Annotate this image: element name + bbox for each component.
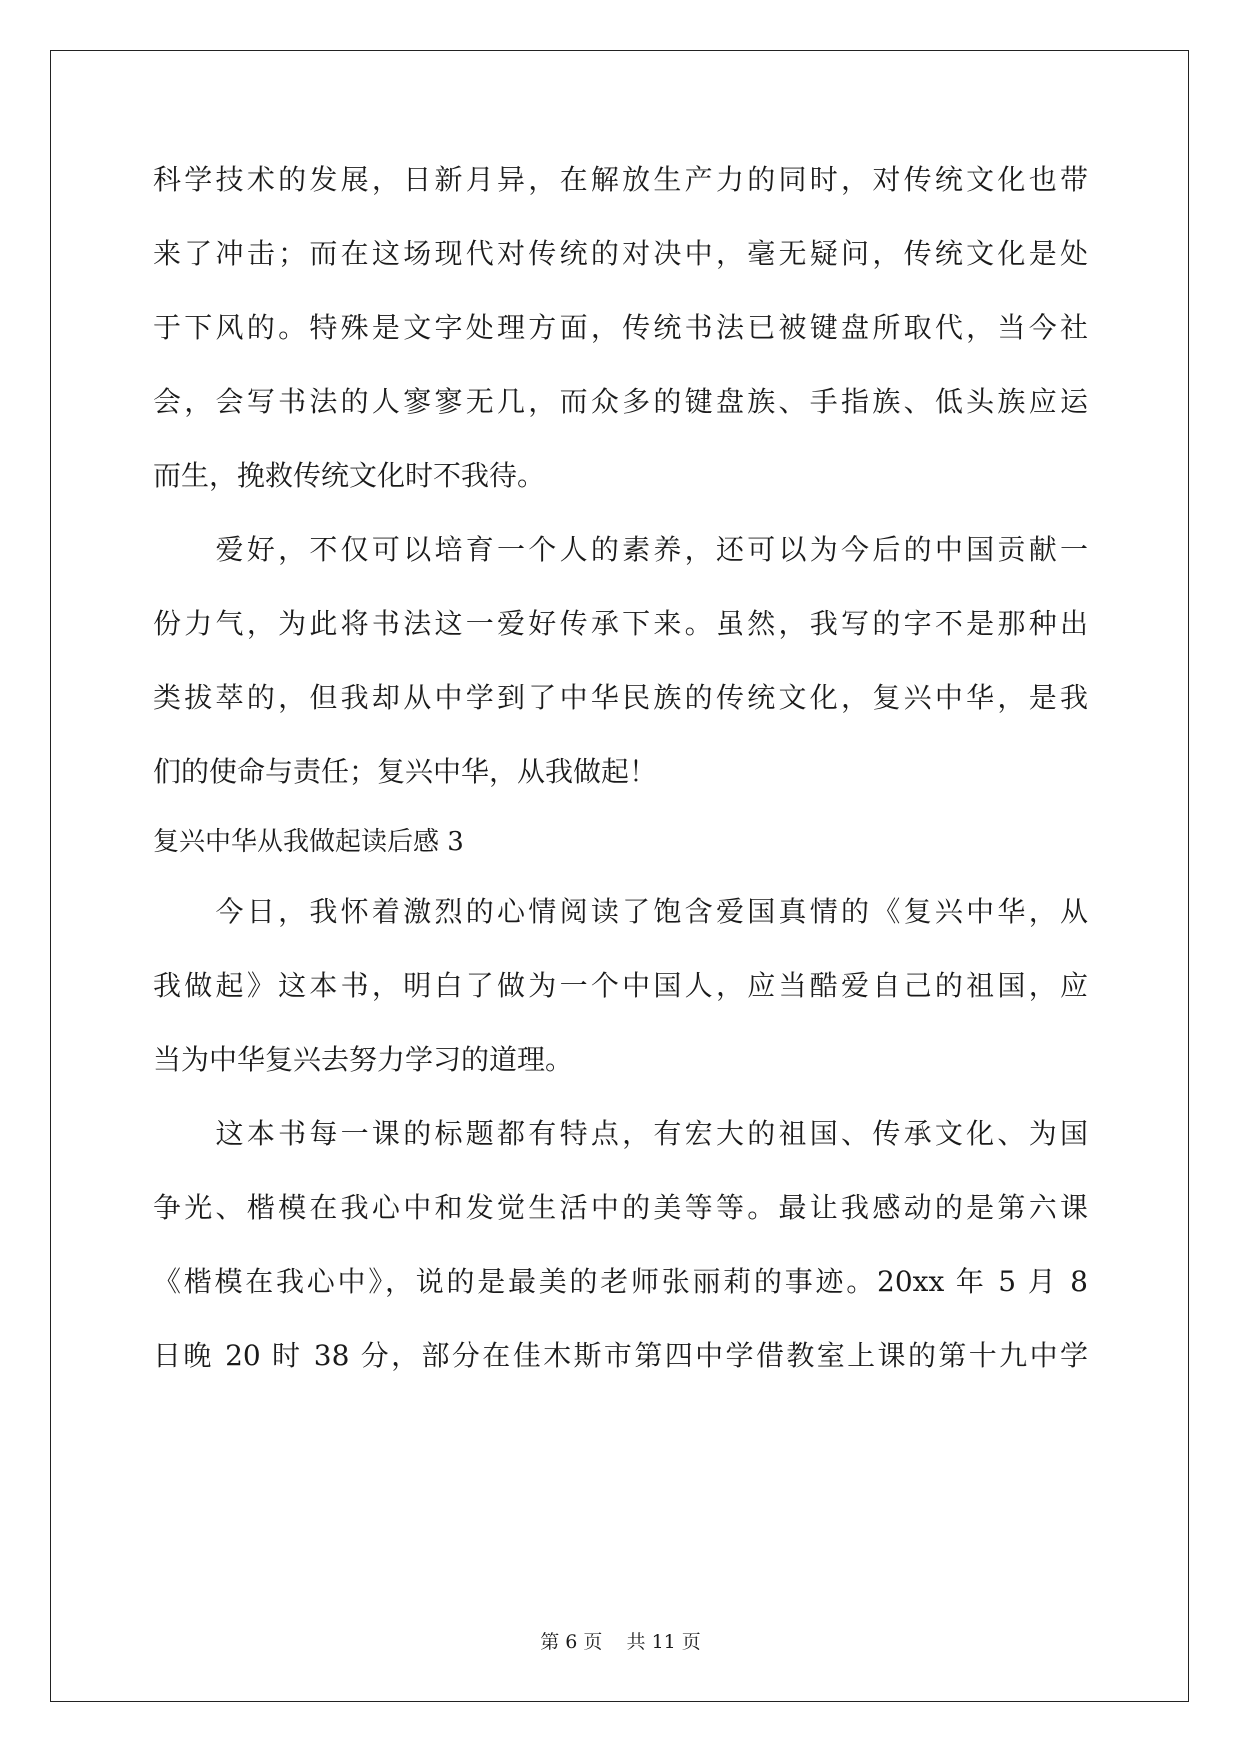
text-line: 科学技术的发展，日新月异，在解放生产力的同时，对传统文化也带: [153, 163, 1088, 196]
page-border: [50, 50, 1189, 1702]
text-line: 份力气，为此将书法这一爱好传承下来。虽然，我写的字不是那种出: [153, 607, 1088, 640]
text-line: 这本书每一课的标题都有特点，有宏大的祖国、传承文化、为国: [153, 1117, 1088, 1150]
text-line: 于下风的。特殊是文字处理方面，传统书法已被键盘所取代，当今社: [153, 311, 1088, 344]
text-line: 们的使命与责任；复兴中华，从我做起！: [153, 755, 658, 788]
text-line: 当为中华复兴去努力学习的道理。: [153, 1043, 574, 1076]
text-line: 日晚 20 时 38 分，部分在佳木斯市第四中学借教室上课的第十九中学: [153, 1339, 1088, 1372]
text-line: 类拔萃的，但我却从中学到了中华民族的传统文化，复兴中华，是我: [153, 681, 1088, 714]
text-line: 来了冲击；而在这场现代对传统的对决中，毫无疑问，传统文化是处: [153, 237, 1088, 270]
section-heading: 复兴中华从我做起读后感 3: [153, 827, 464, 857]
text-line: 我做起》这本书，明白了做为一个中国人，应当酷爱自己的祖国，应: [153, 969, 1088, 1002]
page-footer: 第 6 页 共 11 页: [540, 1631, 701, 1653]
text-line: 爱好，不仅可以培育一个人的素养，还可以为今后的中国贡献一: [153, 533, 1088, 566]
text-line: 争光、楷模在我心中和发觉生活中的美等等。最让我感动的是第六课: [153, 1191, 1088, 1224]
text-line: 今日，我怀着激烈的心情阅读了饱含爱国真情的《复兴中华，从: [153, 895, 1088, 928]
text-line: 《楷模在我心中》，说的是最美的老师张丽莉的事迹。20xx 年 5 月 8: [153, 1265, 1088, 1298]
text-line: 会，会写书法的人寥寥无几，而众多的键盘族、手指族、低头族应运: [153, 385, 1088, 418]
text-line: 而生，挽救传统文化时不我待。: [153, 459, 546, 492]
